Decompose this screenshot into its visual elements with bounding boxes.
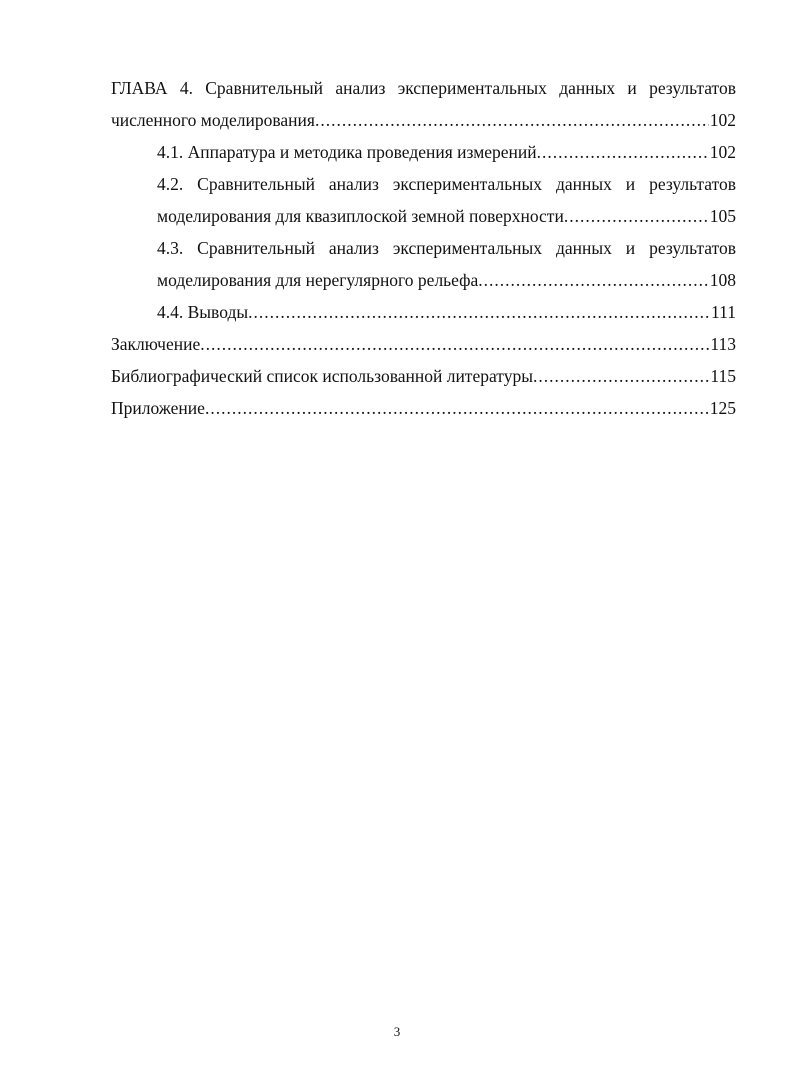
toc-page-number: 102: [709, 110, 736, 130]
dot-leader: [248, 296, 710, 328]
toc-page-number: 113: [710, 334, 736, 354]
toc-section-4-4: [111, 296, 736, 328]
toc-section-4-1: [111, 136, 736, 168]
toc-section-4-2-line-1: 4.2. Сравнительный анализ экспериментальных данных и результатов: [157, 174, 736, 194]
toc-entry-text: моделирования для нерегулярного рельефа: [157, 270, 479, 290]
dot-leader: [205, 392, 709, 424]
toc-entry-text: 4.4. Выводы: [157, 302, 249, 322]
toc-section-4-3-line-1: 4.3. Сравнительный анализ экспериментальных данных и результатов: [157, 238, 736, 258]
toc-entry-text: Заключение: [111, 334, 201, 354]
dot-leader: [200, 328, 709, 360]
toc-page-number: 102: [709, 142, 736, 162]
toc-section-4-2-line-2: [111, 200, 736, 232]
toc-entry-text: Приложение: [111, 398, 205, 418]
toc-chapter-4-line-2: [111, 104, 736, 136]
toc-section-4-3-line-2: [111, 264, 736, 296]
toc-page-number: 115: [710, 366, 736, 386]
toc-entry-text: 4.1. Аппаратура и методика проведения измерений: [157, 142, 537, 162]
toc-entry-text: моделирования для квазиплоской земной поверхности: [157, 206, 564, 226]
table-of-contents: [111, 72, 736, 424]
dot-leader: [478, 264, 709, 296]
dot-leader: [537, 136, 709, 168]
dot-leader: [564, 200, 709, 232]
toc-entry-text: численного моделирования: [111, 110, 315, 130]
toc-page-number: 111: [711, 302, 736, 322]
toc-bibliography: [111, 360, 736, 392]
toc-page-number: 108: [709, 270, 736, 290]
dot-leader: [315, 104, 709, 136]
toc-chapter-4-line-1: ГЛАВА 4. Сравнительный анализ экспериментальных данных и результатов: [111, 78, 736, 98]
toc-entry-text: Библиографический список использованной литературы: [111, 366, 533, 386]
dot-leader: [533, 360, 709, 392]
toc-page-number: 125: [709, 398, 736, 418]
page-number: 3: [393, 1024, 401, 1039]
toc-appendix: [111, 392, 736, 424]
toc-page-number: 105: [709, 206, 736, 226]
toc-conclusion: [111, 328, 736, 360]
